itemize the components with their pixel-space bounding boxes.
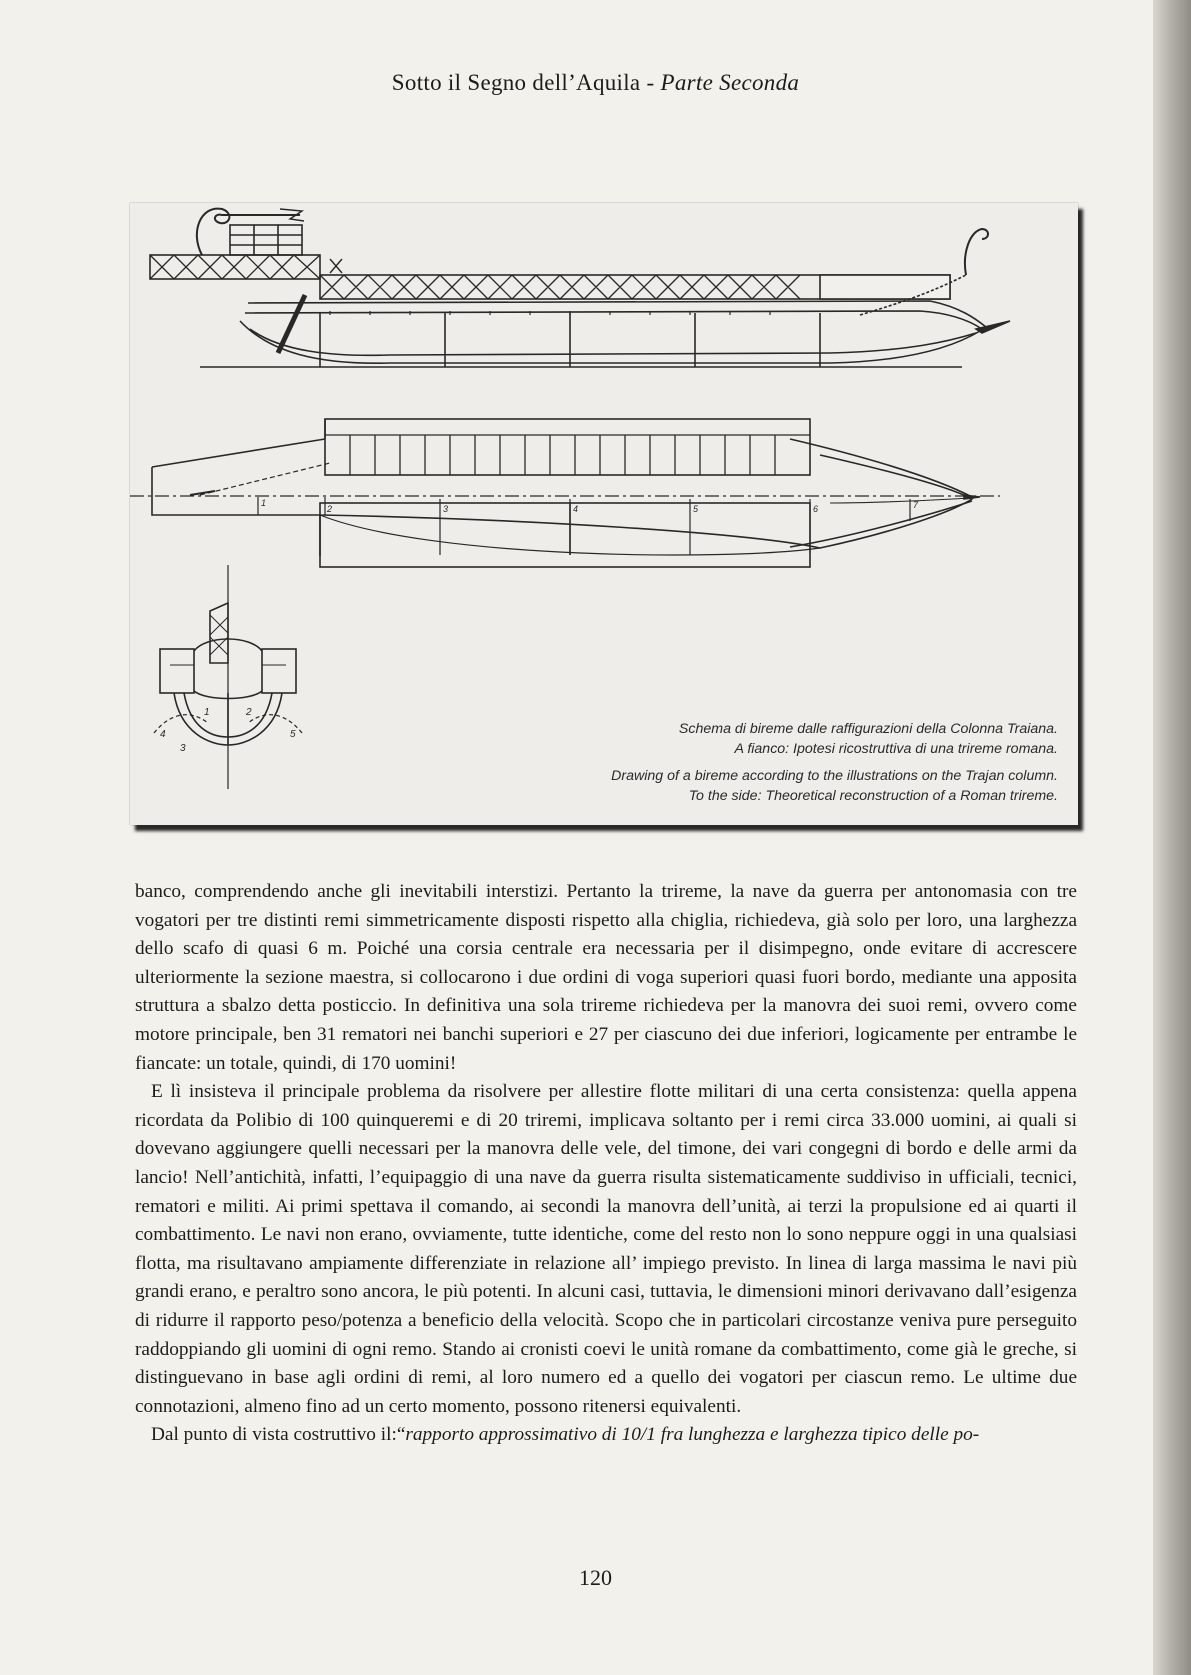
cross-section-label: 2: [246, 707, 252, 718]
part-title: Parte Seconda: [660, 70, 800, 95]
paragraph: E lì insisteva il principale problema da risolvere per allestire flotte militari di una certa consistenza: quella appena ricordata da Polibio di 100 quinqueremi e di 20 triremi, implicava soltanto per i remi circa 33.000 uomini, ai quali si dovevano aggiungere quelli necessari per la manovra delle vele, del timone, dei vari congegni di bordo e delle armi da lancio! Nell’antichità, infatti, l’equipaggio di una nave da guerra risulta sistematicamente suddiviso in ufficiali, tecnici, rematori e militi. Ai primi spettava il comando, ai secondi la manovra dell’unità, ai terzi la propulsione ed ai quarti il combattimento. Le navi non erano, ovviamente, tutte identiche, come del resto non lo sono neppure oggi in una qualsiasi flotta, ma risultavano ampiamente differenziate in relazione all’ impiego previsto. In linea di larga massima le navi più grandi erano, e peraltro sono ancora, le più potenti. In alcuni casi, tuttavia, le dimensioni minori derivavano dall’esigenza di ridurre il rapporto peso/potenza a beneficio della velocità. Scopo che in particolari circostanze veniva pure perseguito raddoppiando gli uomini di ogni remo. Stando ai cronisti coevi le unità romane da combattimento, come già le greche, si distinguevano in base agli ordini di remi, al loro numero ed a quello dei vogatori per ciascun remo. Le ultime due connotazioni, almeno fino ad un certo momento, possono ritenersi equivalenti.: [135, 1081, 1077, 1417]
section-label: 7: [913, 500, 919, 510]
trireme-plan-view: [130, 419, 1000, 567]
paragraph: banco, comprendendo anche gli inevitabili interstizi. Pertanto la trireme, la nave da guerra per antonomasia con tre vogatori per tre distinti remi simmetricamente disposti rispetto alla chiglia, richiedeva, già solo per loro, una larghezza dello scafo di quasi 6 m. Poiché una corsia centrale era necessaria per il disimpegno, onde evitare di accrescere ulteriormente la sezione maestra, si collocarono i due ordini di voga superiori quasi fuori bordo, mediante una apposita struttura a sbalzo detta posticcio. In definitiva una sola trireme richiedeva per la manovra dei suoi remi, ovvero come motore principale, ben 31 rematori nei banchi superiori e 27 per ciascuno dei due inferiori, logicamente per entrambe le fiancate: un totale, quindi, di 170 uomini!: [135, 881, 1077, 1074]
paragraph: [135, 1421, 1077, 1450]
body-text: [135, 878, 1077, 1450]
caption-english-line-1: Drawing of a bireme according to the illustrations on the Trajan column.: [611, 768, 1058, 784]
caption-italian-line-2: A fianco: Ipotesi ricostruttiva di una trireme romana.: [734, 741, 1058, 757]
section-label: 6: [813, 504, 819, 514]
section-label: 4: [573, 504, 579, 514]
cross-section-label: 3: [180, 743, 186, 754]
paragraph-lead: Dal punto di vista costruttivo il:“: [151, 1424, 406, 1446]
bireme-side-view: [150, 209, 1010, 367]
section-label: 2: [327, 504, 333, 514]
section-label: 3: [443, 504, 449, 514]
page-number: 120: [579, 1565, 612, 1590]
caption-english-line-2: To the side: Theoretical reconstruction of a Roman trireme.: [688, 788, 1058, 804]
header-separator: -: [640, 70, 661, 95]
page-edge-shadow: [1153, 0, 1191, 1675]
ship-figure: [130, 203, 1078, 825]
figure-caption: [458, 719, 1058, 806]
cross-section-label: 1: [204, 707, 210, 718]
section-label: 1: [261, 498, 267, 508]
running-header: [0, 70, 1191, 96]
book-title: Sotto il Segno dell’Aquila: [391, 70, 641, 95]
quotation: rapporto approssimativo di 10/1 fra lunghezza e larghezza tipico delle po-: [405, 1424, 980, 1446]
cross-section-label: 5: [290, 729, 296, 740]
section-label: 5: [693, 504, 699, 514]
trireme-cross-section: [154, 565, 302, 789]
cross-section-label: 4: [160, 729, 166, 740]
caption-italian-line-1: Schema di bireme dalle raffigurazioni della Colonna Traiana.: [678, 721, 1058, 737]
